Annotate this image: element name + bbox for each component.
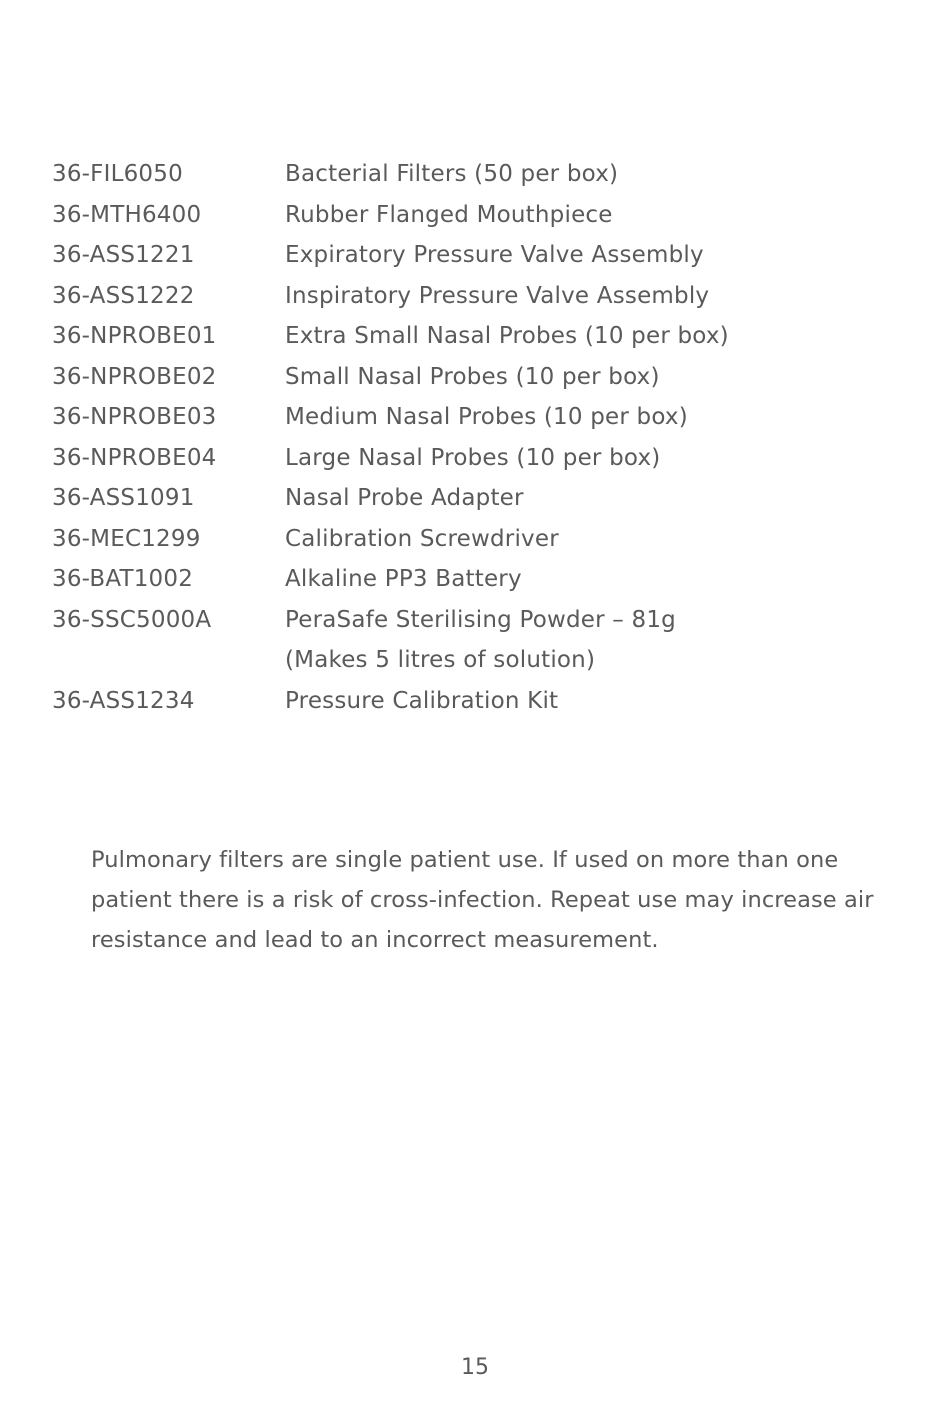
parts-row	[52, 438, 912, 479]
filter-warning-text: Pulmonary filters are single patient use. If used on more than one patient there is a risk of cross-infection. Repeat use may increase air resistance and lead to an incorrect measurement.	[91, 847, 874, 953]
parts-row	[52, 235, 912, 276]
parts-row	[52, 478, 912, 519]
parts-row	[52, 681, 912, 722]
part-code: 36-NPROBE01	[52, 323, 217, 349]
part-description-line: PeraSafe Sterilising Powder – 81g	[285, 606, 676, 633]
part-code: 36-ASS1091	[52, 485, 195, 511]
part-description	[285, 681, 912, 722]
part-code: 36-MEC1299	[52, 525, 201, 552]
part-description-line: Large Nasal Probes (10 per box)	[285, 444, 661, 471]
parts-list	[52, 154, 912, 721]
part-description	[285, 316, 912, 357]
parts-row	[52, 357, 912, 398]
parts-row	[52, 600, 912, 681]
part-description	[285, 559, 912, 600]
part-description	[285, 276, 912, 317]
part-description-line: Inspiratory Pressure Valve Assembly	[285, 282, 710, 309]
parts-row	[52, 519, 912, 560]
part-code: 36-ASS1221	[52, 242, 195, 268]
part-description	[285, 235, 912, 276]
part-code: 36-BAT1002	[52, 566, 194, 592]
part-description-line: Bacterial Filters (50 per box)	[285, 161, 619, 187]
parts-row	[52, 276, 912, 317]
part-description	[285, 357, 912, 398]
part-description	[285, 438, 912, 479]
part-code: 36-NPROBE02	[52, 363, 217, 390]
part-description-line: Nasal Probe Adapter	[285, 485, 524, 511]
page-number: 15	[461, 1355, 489, 1380]
parts-row	[52, 154, 912, 195]
parts-row	[52, 559, 912, 600]
parts-row	[52, 397, 912, 438]
part-code: 36-FIL6050	[52, 161, 183, 187]
part-description	[285, 478, 912, 519]
part-description-line: Expiratory Pressure Valve Assembly	[285, 242, 704, 268]
parts-row	[52, 195, 912, 236]
part-description-line: Rubber Flanged Mouthpiece	[285, 201, 613, 228]
part-code: 36-NPROBE04	[52, 444, 217, 471]
part-description-line: Pressure Calibration Kit	[285, 687, 559, 714]
part-code: 36-MTH6400	[52, 201, 202, 228]
part-description-line: Medium Nasal Probes (10 per box)	[285, 404, 688, 430]
part-code: 36-ASS1222	[52, 282, 195, 309]
parts-row	[52, 316, 912, 357]
part-description-line: (Makes 5 litres of solution)	[285, 647, 596, 673]
part-description-line: Small Nasal Probes (10 per box)	[285, 363, 660, 390]
part-code: 36-ASS1234	[52, 687, 195, 714]
part-description	[285, 195, 912, 236]
part-code: 36-SSC5000A	[52, 606, 212, 633]
part-description	[285, 154, 912, 195]
part-description-line: Alkaline PP3 Battery	[285, 566, 522, 592]
part-code: 36-NPROBE03	[52, 404, 217, 430]
part-description	[285, 519, 912, 560]
part-description-line: Calibration Screwdriver	[285, 525, 559, 552]
part-description	[285, 397, 912, 438]
part-description	[285, 600, 912, 681]
part-description-line: Extra Small Nasal Probes (10 per box)	[285, 323, 729, 349]
